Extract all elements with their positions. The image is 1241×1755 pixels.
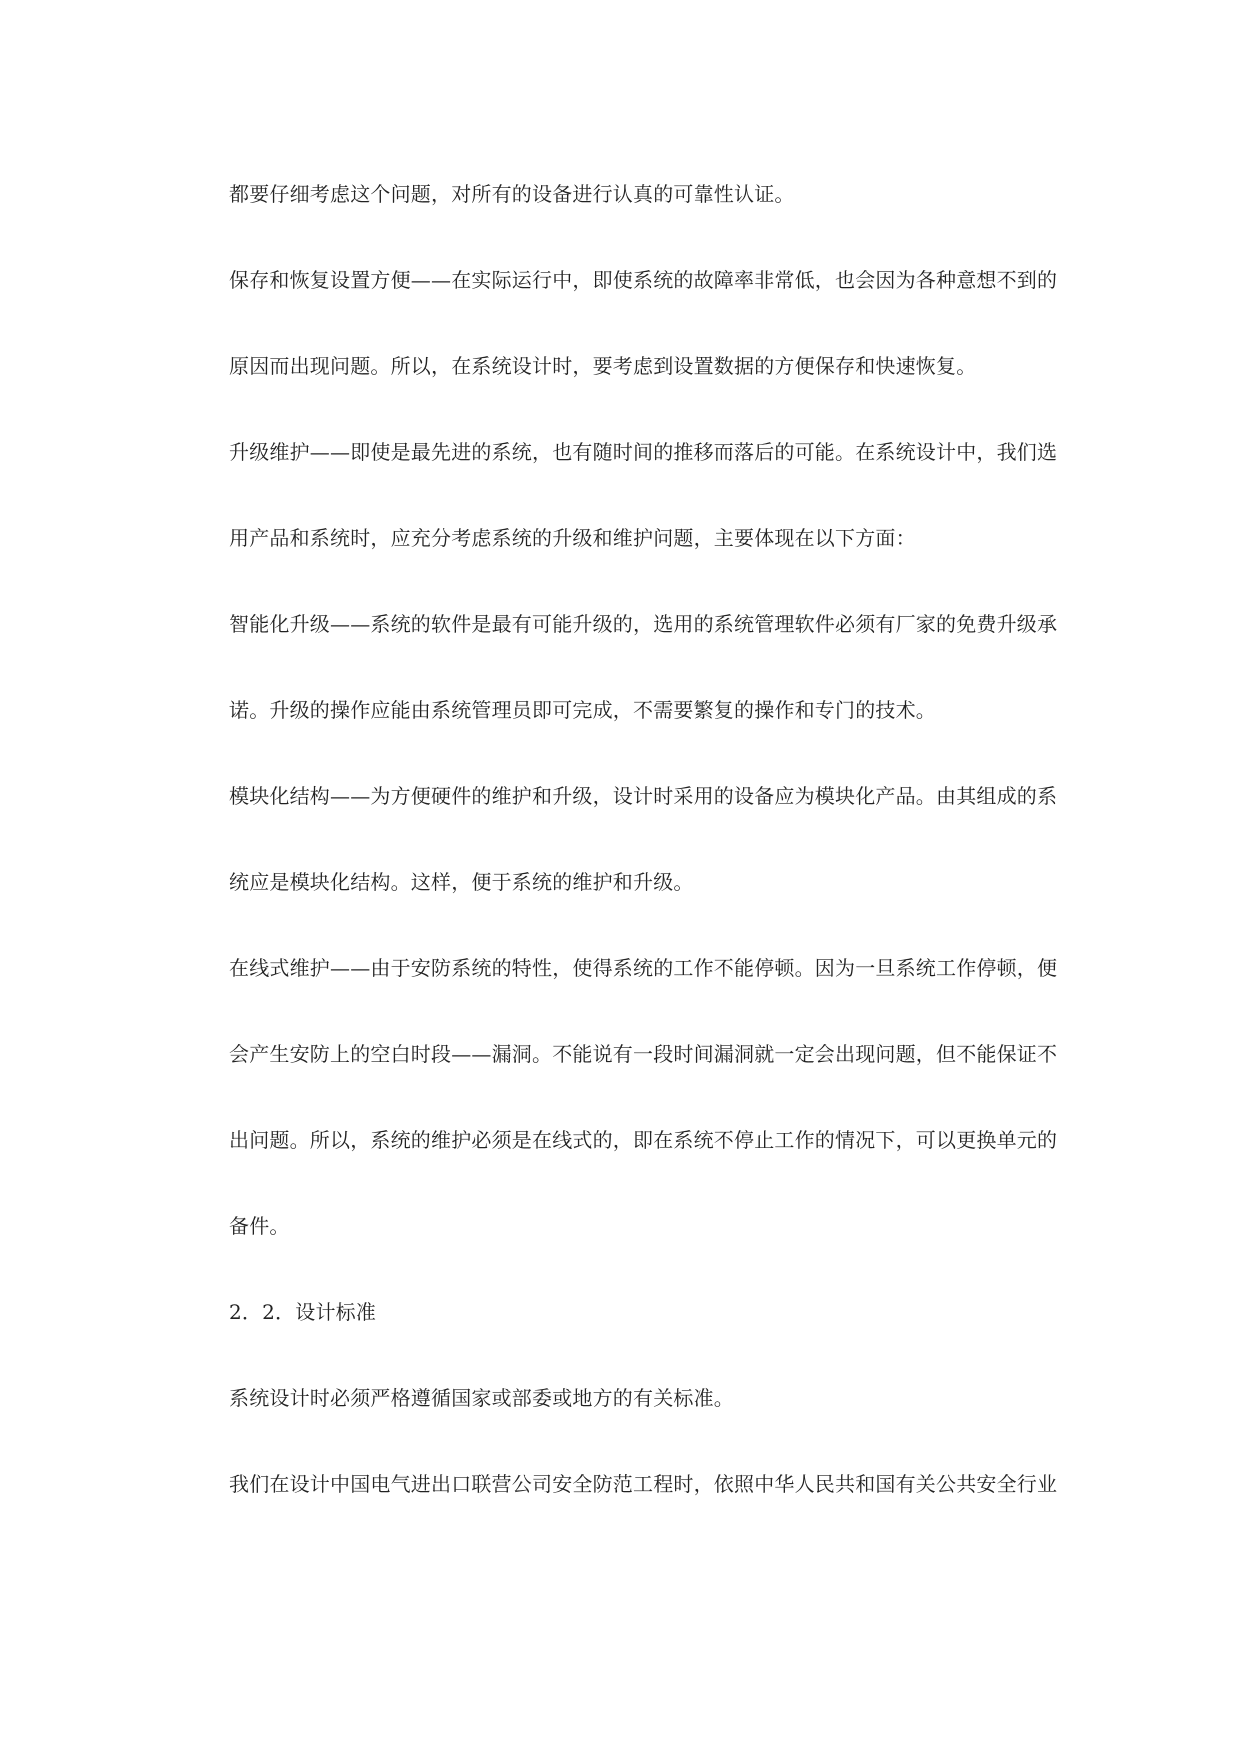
text-line-10: 在线式维护——由于安防系统的特性，使得系统的工作不能停顿。因为一旦系统工作停顿，便 <box>229 956 1058 980</box>
section-heading: 2．2．设计标准 <box>229 1300 377 1324</box>
text-line-3: 原因而出现问题。所以，在系统设计时，要考虑到设置数据的方便保存和快速恢复。 <box>229 354 977 378</box>
text-line-9: 统应是模块化结构。这样，便于系统的维护和升级。 <box>229 870 694 894</box>
text-line-13: 备件。 <box>229 1214 290 1238</box>
text-line-12: 出问题。所以，系统的维护必须是在线式的，即在系统不停止工作的情况下，可以更换单元的 <box>229 1128 1058 1152</box>
text-line-15: 系统设计时必须严格遵循国家或部委或地方的有关标准。 <box>229 1386 734 1410</box>
text-line-11: 会产生安防上的空白时段——漏洞。不能说有一段时间漏洞就一定会出现问题，但不能保证不 <box>229 1042 1058 1066</box>
text-line-5: 用产品和系统时，应充分考虑系统的升级和维护问题，主要体现在以下方面： <box>229 526 916 550</box>
text-line-4: 升级维护——即使是最先进的系统，也有随时间的推移而落后的可能。在系统设计中，我们选 <box>229 440 1058 464</box>
text-line-6: 智能化升级——系统的软件是最有可能升级的，选用的系统管理软件必须有厂家的免费升级承 <box>229 612 1058 636</box>
text-line-8: 模块化结构——为方便硬件的维护和升级，设计时采用的设备应为模块化产品。由其组成的系 <box>229 784 1058 808</box>
text-line-2: 保存和恢复设置方便——在实际运行中，即使系统的故障率非常低，也会因为各种意想不到的 <box>229 268 1058 292</box>
text-line-16: 我们在设计中国电气进出口联营公司安全防范工程时，依照中华人民共和国有关公共安全行业 <box>229 1472 1058 1496</box>
text-line-7: 诺。升级的操作应能由系统管理员即可完成，不需要繁复的操作和专门的技术。 <box>229 698 936 722</box>
text-line-1: 都要仔细考虑这个问题，对所有的设备进行认真的可靠性认证。 <box>229 182 795 206</box>
